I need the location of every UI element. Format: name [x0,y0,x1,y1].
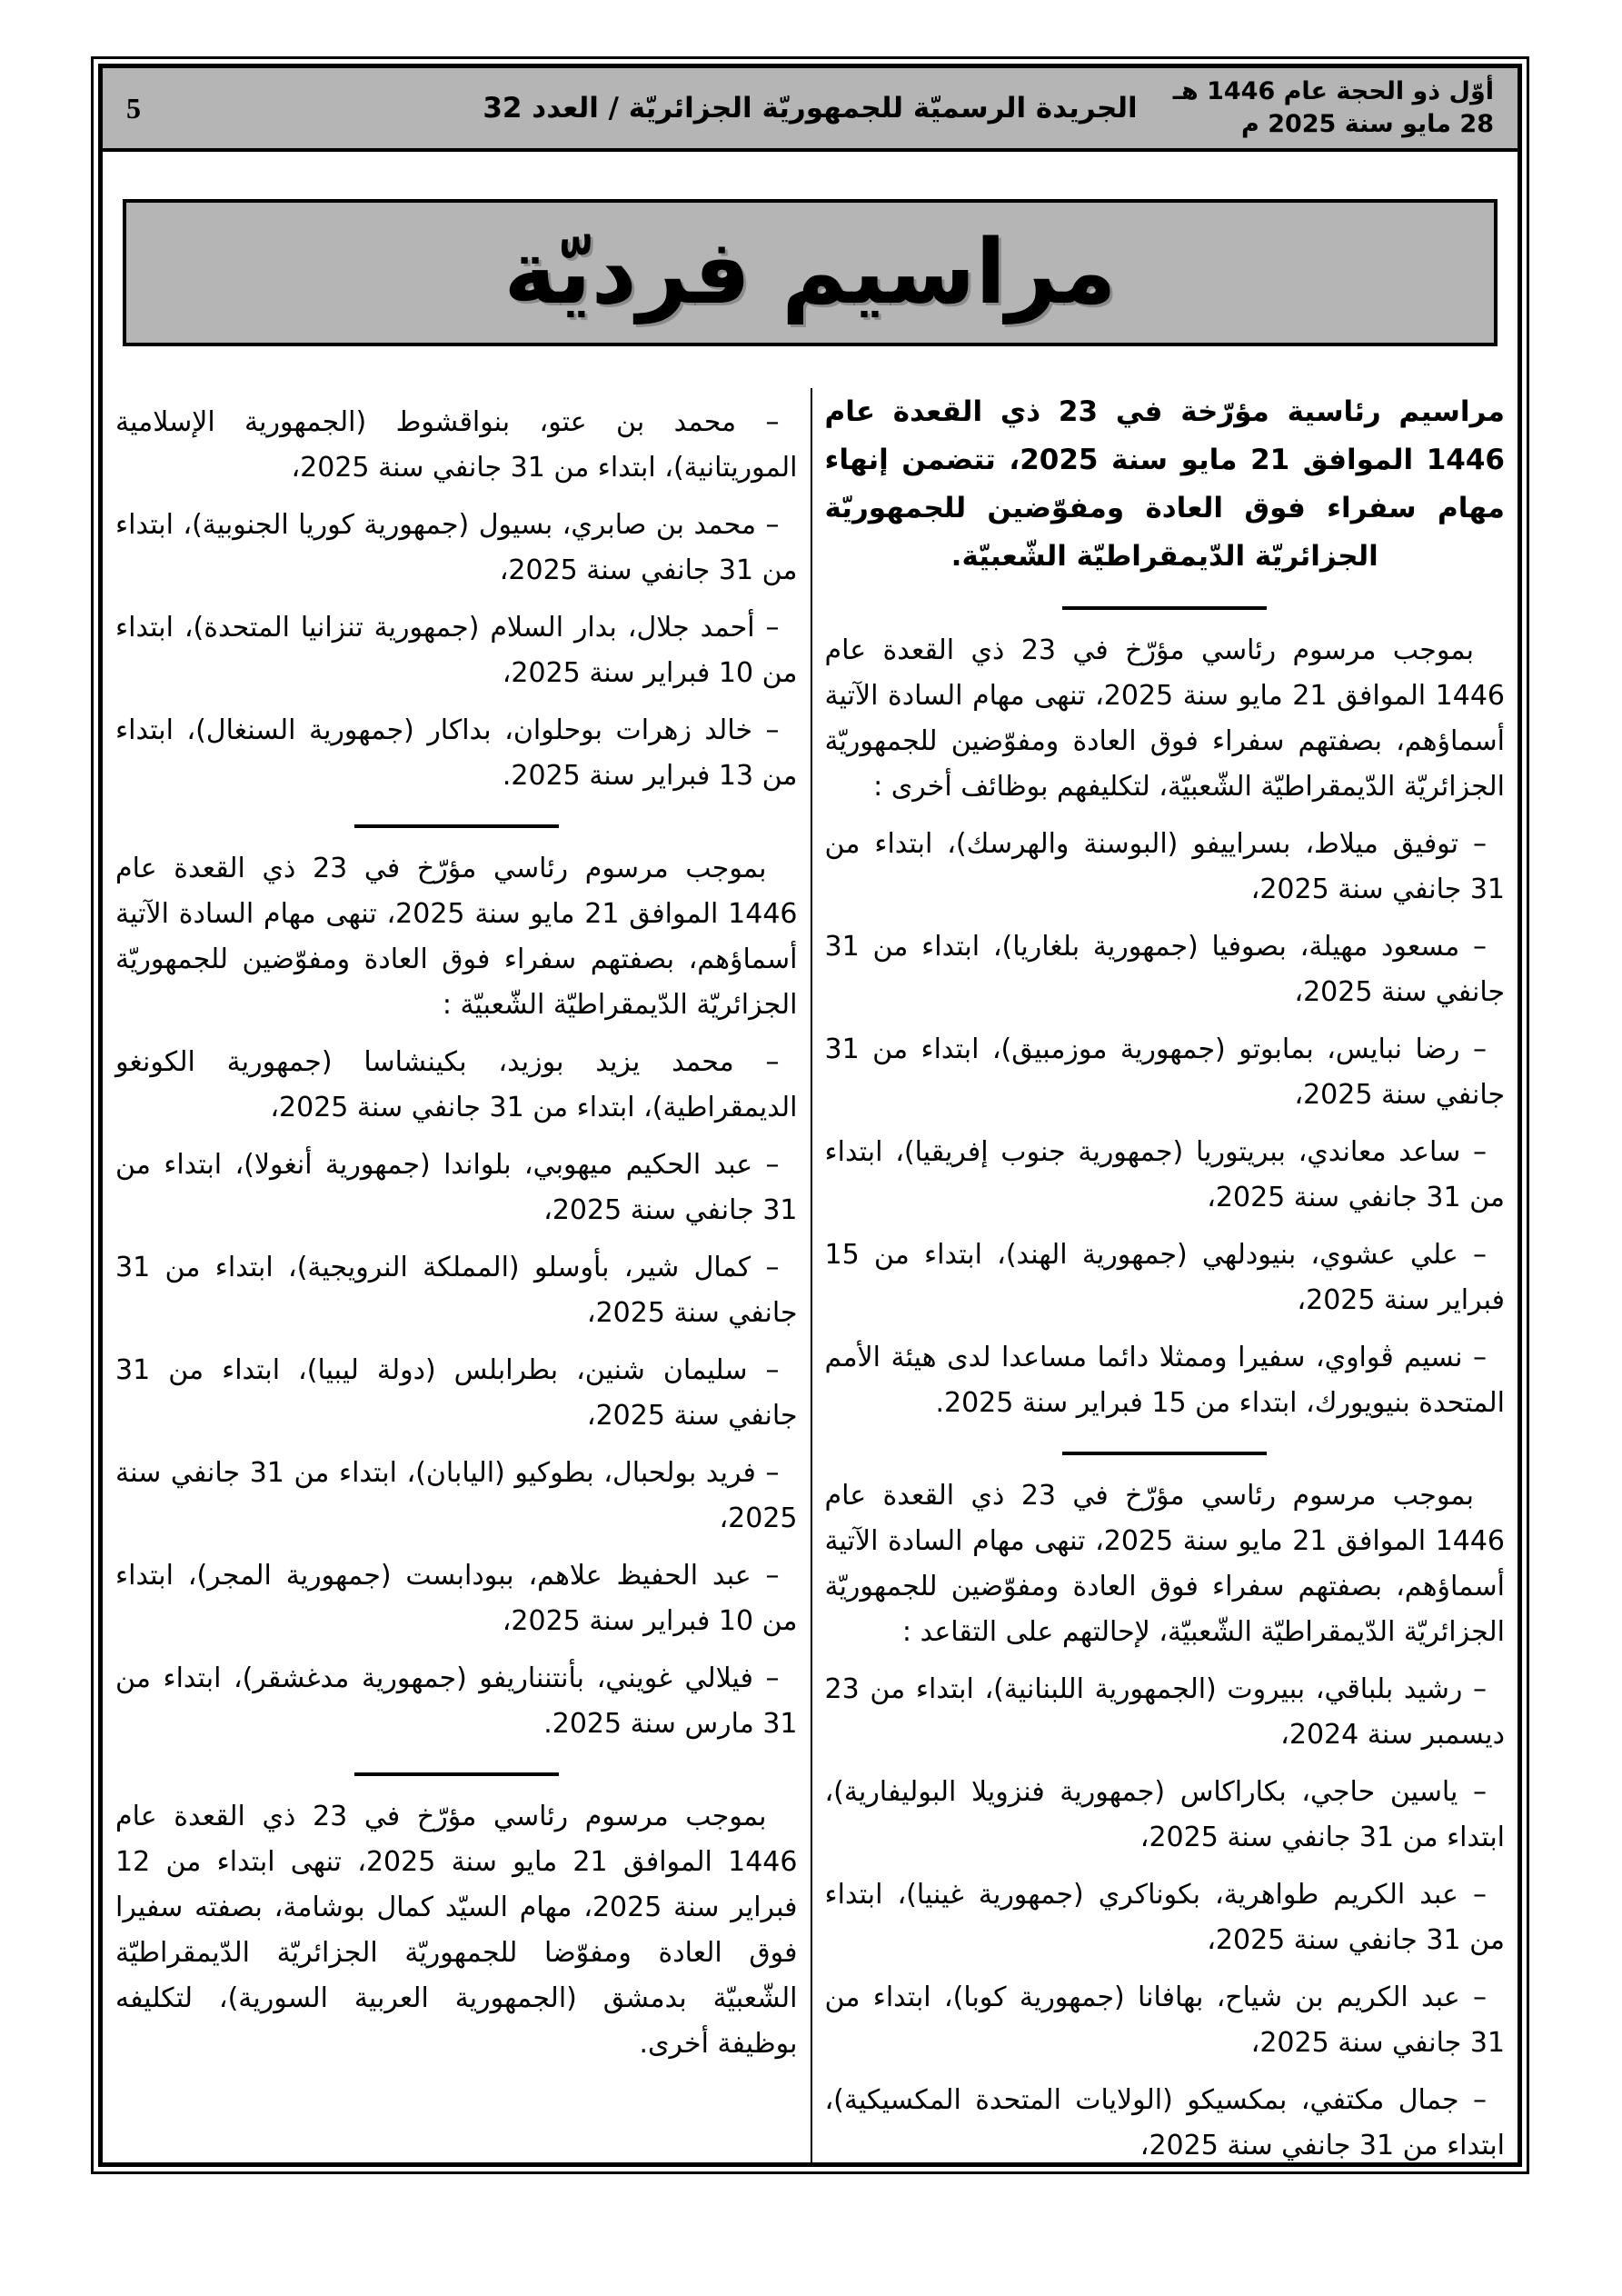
decree-list-item: – محمد بن صابري، بسيول (جمهورية كوريا الجنوبية)، ابتداء من 31 جانفي سنة 2025، [115,509,798,586]
banner-title: مراسيم فرديّة [503,221,1117,324]
decree-list-item: – جمال مكتفي، بمكسيكو (الولايات المتحدة المكسيكية)، ابتداء من 31 جانفي سنة 2025، [824,2084,1505,2161]
page-frame [91,56,1529,2174]
decree-paragraph: بموجب مرسوم رئاسي مؤرّخ في 23 ذي القعدة عام 1446 الموافق 21 مايو سنة 2025، تنهى مهام السادة الآتية أسماؤهم، بصفتهم سفراء فوق العادة ومفوّضين للجمهوريّة الجزائريّة الدّيمقراطيّة الشّعبيّة، لإحالتهم على التقاعد : [824,1480,1505,1648]
header-dates [1173,75,1494,141]
decree-list-item: – سليمان شنين، بطرابلس (دولة ليبيا)، ابتداء من 31 جانفي سنة 2025، [115,1354,798,1432]
decree-separator [1062,606,1267,610]
decree-heading: مراسيم رئاسية مؤرّخة في 23 ذي القعدة عام 1446 الموافق 21 مايو سنة 2025، تتضمن إنهاء مهام سفراء فوق العادة ومفوّضين للجمهوريّة الجزائريّة الدّيمقراطيّة الشّعبيّة. [824,395,1505,573]
decree-list-item: – فريد بولحبال، بطوكيو (اليابان)، ابتداء من 31 جانفي سنة 2025، [115,1457,798,1534]
page-number: 5 [126,91,141,125]
decree-list-item: – علي عشوي، بنيودلهي (جمهورية الهند)، ابتداء من 15 فبراير سنة 2025، [824,1239,1505,1316]
journal-title: الجريدة الرسميّة للجمهوريّة الجزائريّة / العدد 32 [483,92,1138,125]
date-hijri: أوّل ذو الحجة عام 1446 هـ [1172,77,1494,105]
decree-list-item: – عبد الكريم طواهرية، بكوناكري (جمهورية غينيا)، ابتداء من 31 جانفي سنة 2025، [824,1879,1505,1956]
decree-list-item: – توفيق ميلاط، بسراييفو (البوسنة والهرسك)، ابتداء من 31 جانفي سنة 2025، [824,828,1505,905]
page-header [103,68,1518,152]
decree-list-item: – رشيد بلباقي، ببيروت (الجمهورية اللبنانية)، ابتداء من 23 ديسمبر سنة 2024، [824,1673,1505,1751]
decree-list-item: – خالد زهرات بوحلوان، بداكار (جمهورية السنغال)، ابتداء من 13 فبراير سنة 2025. [115,714,798,792]
decree-list-item: – نسيم ڤواوي، سفيرا وممثلا دائما مساعدا لدى هيئة الأمم المتحدة بنيويورك، ابتداء من 15 فبراير سنة 2025. [824,1342,1505,1419]
text-columns [103,388,1518,2162]
column-right [811,388,1518,2162]
decree-paragraph: بموجب مرسوم رئاسي مؤرّخ في 23 ذي القعدة عام 1446 الموافق 21 مايو سنة 2025، تنهى مهام السادة الآتية أسماؤهم، بصفتهم سفراء فوق العادة ومفوّضين للجمهوريّة الجزائريّة الدّيمقراطيّة الشّعبيّة : [115,853,798,1021]
decree-list-item: – ساعد معاندي، ببريتوريا (جمهورية جنوب إفريقيا)، ابتداء من 31 جانفي سنة 2025، [824,1136,1505,1213]
decree-list-item: – مسعود مهيلة، بصوفيا (جمهورية بلغاريا)، ابتداء من 31 جانفي سنة 2025، [824,931,1505,1008]
decree-list-item: – عبد الحكيم ميهوبي، بلواندا (جمهورية أنغولا)، ابتداء من 31 جانفي سنة 2025، [115,1149,798,1226]
decree-paragraph: بموجب مرسوم رئاسي مؤرّخ في 23 ذي القعدة عام 1446 الموافق 21 مايو سنة 2025، تنهى مهام السادة الآتية أسماؤهم، بصفتهم سفراء فوق العادة ومفوّضين للجمهوريّة الجزائريّة الدّيمقراطيّة الشّعبيّة، لتكليفهم بوظائف أخرى : [824,634,1505,803]
decree-list-item: – عبد الكريم بن شياح، بهافانا (جمهورية كوبا)، ابتداء من 31 جانفي سنة 2025، [824,1982,1505,2059]
decree-paragraph: بموجب مرسوم رئاسي مؤرّخ في 23 ذي القعدة عام 1446 الموافق 21 مايو سنة 2025، تنهى ابتداء من 12 فبراير سنة 2025، مهام السيّد كمال بوشامة، بصفته سفيرا فوق العادة ومفوّضا للجمهوريّة الجزائريّة الدّيمقراطيّة الشّعبيّة بدمشق (الجمهورية العربية السورية)، لتكليفه بوظيفة أخرى. [115,1801,798,2060]
decree-list-item: – محمد بن عتو، بنواقشوط (الجمهورية الإسلامية الموريتانية)، ابتداء من 31 جانفي سنة 2025، [115,406,798,484]
decree-separator [1062,1452,1267,1455]
decree-list-item: – عبد الحفيظ علاهم، ببودابست (جمهورية المجر)، ابتداء من 10 فبراير سنة 2025، [115,1560,798,1637]
date-gregorian: 28 مايو سنة 2025 م [1240,110,1494,138]
column-left [103,388,811,2162]
decree-list-item: – رضا نبايس، بمابوتو (جمهورية موزمبيق)، ابتداء من 31 جانفي سنة 2025، [824,1033,1505,1111]
decree-list-item: – أحمد جلال، بدار السلام (جمهورية تنزانيا المتحدة)، ابتداء من 10 فبراير سنة 2025، [115,612,798,689]
decree-list-item: – كمال شير، بأوسلو (المملكة النرويجية)، ابتداء من 31 جانفي سنة 2025، [115,1252,798,1329]
decree-list-item: – ياسين حاجي، بكاراكاس (جمهورية فنزويلا البوليفارية)، ابتداء من 31 جانفي سنة 2025، [824,1776,1505,1853]
decree-separator [354,1772,559,1776]
decree-list-item: – فيلالي غويني، بأنتنناريفو (جمهورية مدغشقر)، ابتداء من 31 مارس سنة 2025. [115,1662,798,1740]
decree-separator [354,824,559,828]
section-banner [123,199,1498,346]
decree-list-item: – محمد يزيد بوزيد، بكينشاسا (جمهورية الكونغو الديمقراطية)، ابتداء من 31 جانفي سنة 2025، [115,1046,798,1123]
page-frame-inner [98,64,1522,2167]
